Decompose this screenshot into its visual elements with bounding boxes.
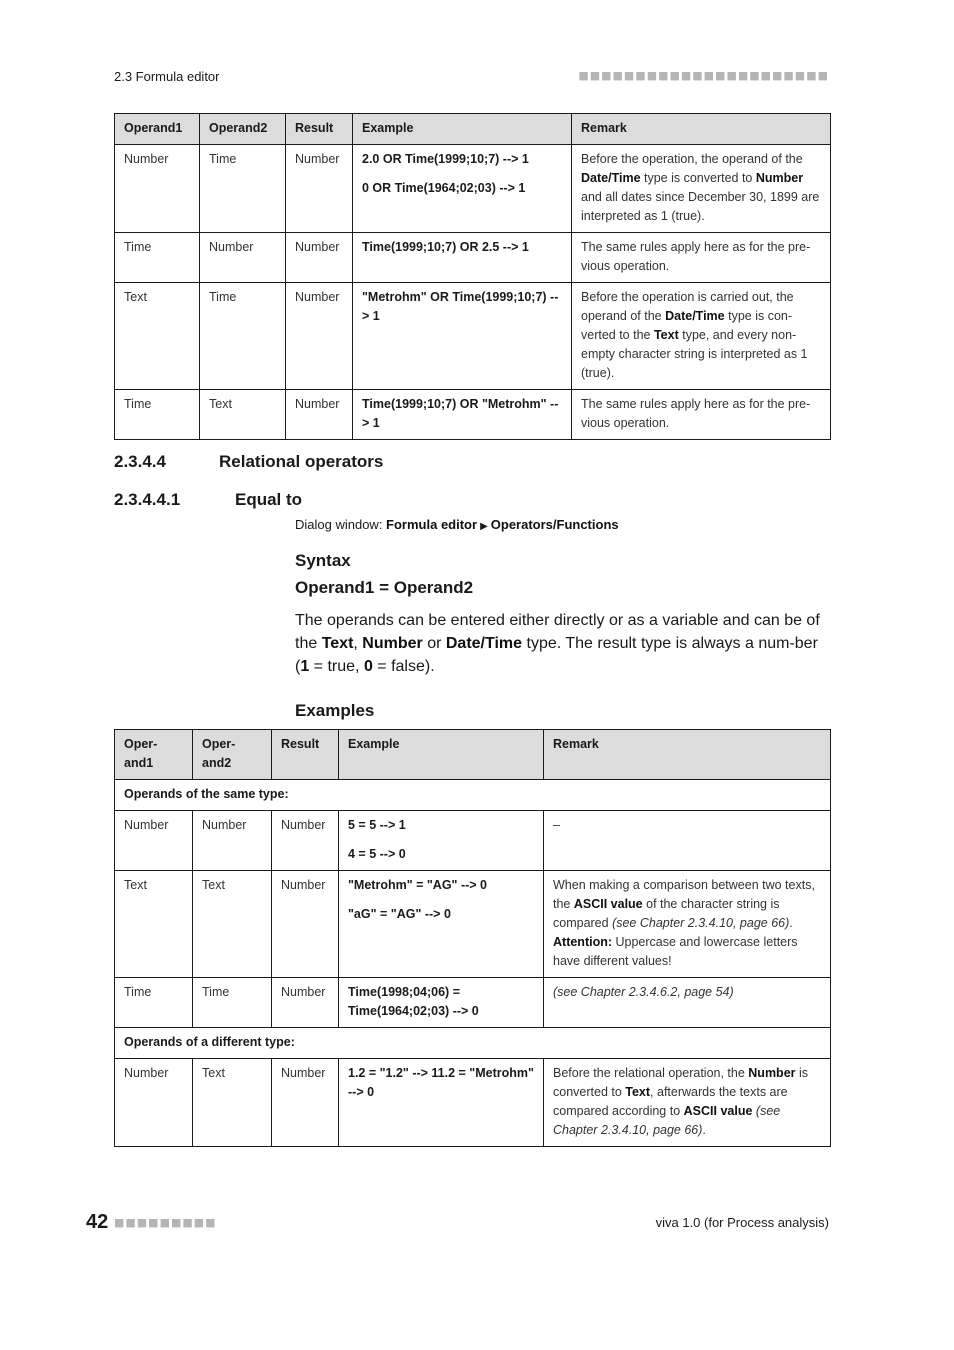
bold-text: Date/Time — [581, 171, 641, 185]
cell-example — [339, 978, 544, 1028]
example-expression: "Metrohm" = "AG" --> 0 — [348, 878, 488, 892]
column-header-remark: Remark — [572, 114, 831, 145]
text-run: , afterwards the texts are compared according to — [553, 1085, 788, 1118]
dialog-prefix: Dialog window: — [295, 517, 387, 532]
cell-result: Number — [272, 871, 339, 978]
cell-operand1: Number — [115, 811, 193, 871]
cell-operand2: Text — [193, 871, 272, 978]
column-header-example: Example — [339, 730, 544, 780]
text-run: = false). — [372, 658, 435, 675]
text-run: type. The result type is always a num-ber ( — [295, 635, 818, 675]
cell-remark — [572, 233, 831, 283]
column-header-operand2: Oper-and2 — [193, 730, 272, 780]
cell-remark — [572, 390, 831, 440]
column-header-operand1: Oper-and1 — [115, 730, 193, 780]
text-run: – — [553, 818, 560, 832]
bold-text: Attention: — [553, 935, 613, 949]
text-run: , — [353, 635, 363, 652]
table-row — [115, 871, 831, 978]
table-header-row — [115, 730, 831, 780]
column-header-remark: Remark — [544, 730, 831, 780]
footer-decorative-dots: ■■■■■■■■■ — [114, 1216, 217, 1229]
bold-text: Text — [625, 1085, 651, 1099]
bold-text: Text — [321, 635, 354, 652]
text-run: type is con-verted to the — [581, 309, 793, 342]
dialog-window-path — [295, 517, 619, 532]
text-run: is converted to — [553, 1066, 809, 1099]
operands-description — [295, 609, 830, 678]
cell-result: Number — [286, 390, 353, 440]
group-label: Operands of a different type: — [115, 1028, 831, 1059]
group-label: Operands of the same type: — [115, 780, 831, 811]
column-header-example: Example — [353, 114, 572, 145]
text-run: and all dates since December 30, 1899 are interpreted as 1 (true). — [581, 190, 820, 223]
text-run: of the character string is compared — [553, 897, 780, 930]
example-expression: "Metrohm" OR Time(1999;10;7) --> 1 — [362, 290, 559, 323]
text-run: Before the operation is carried out, the operand of the — [581, 290, 794, 323]
section-number: 2.3.4.4 — [114, 452, 166, 471]
cell-example — [353, 283, 572, 390]
section-heading-relational-operators — [114, 452, 383, 472]
cell-operand1: Time — [115, 978, 193, 1028]
table-row — [115, 811, 831, 871]
example-expression: 5 = 5 --> 1 — [348, 818, 406, 832]
cell-remark — [544, 811, 831, 871]
table-row — [115, 978, 831, 1028]
cell-remark — [572, 283, 831, 390]
bold-text: 1 — [300, 658, 310, 675]
text-run: Before the relational operation, the — [553, 1066, 749, 1080]
table-row — [115, 283, 831, 390]
cell-operand1: Time — [115, 233, 200, 283]
cell-example — [339, 871, 544, 978]
text-run: When making a comparison between two texts, the — [553, 878, 815, 911]
cell-result: Number — [286, 233, 353, 283]
column-header-operand2: Operand2 — [200, 114, 286, 145]
text-run: The same rules apply here as for the pre-vious operation. — [581, 240, 811, 273]
table-group-row — [115, 1028, 831, 1059]
table-group-row — [115, 780, 831, 811]
bold-text: ASCII value — [683, 1104, 753, 1118]
cell-remark — [544, 871, 831, 978]
cell-operand2: Time — [200, 145, 286, 233]
cell-example — [339, 811, 544, 871]
text-run: or — [422, 635, 446, 652]
text-run: The same rules apply here as for the pre-vious operation. — [581, 397, 811, 430]
cell-result: Number — [272, 811, 339, 871]
bold-text: Date/Time — [445, 635, 523, 652]
column-header-result: Result — [286, 114, 353, 145]
cell-operand2: Number — [193, 811, 272, 871]
cell-result: Number — [286, 145, 353, 233]
cell-operand2: Number — [200, 233, 286, 283]
header-decorative-dots: ■■■■■■■■■■■■■■■■■■■■■■ — [578, 69, 829, 82]
subsection-number: 2.3.4.4.1 — [114, 490, 181, 509]
cell-result: Number — [286, 283, 353, 390]
page-number: 42 — [86, 1211, 109, 1233]
example-expression: 2.0 OR Time(1999;10;7) --> 1 — [362, 152, 529, 166]
equal-to-examples-table — [114, 729, 831, 1147]
text-run: . — [789, 916, 793, 930]
italic-reference: (see Chapter 2.3.4.6.2, page 54) — [553, 985, 734, 999]
cell-operand1: Time — [115, 390, 200, 440]
example-expression: "aG" = "AG" --> 0 — [348, 907, 451, 921]
or-operator-table — [114, 113, 831, 440]
column-header-operand1: Operand1 — [115, 114, 200, 145]
example-expression: 0 OR Time(1964;02;03) --> 1 — [362, 181, 526, 195]
bold-text: Number — [362, 635, 423, 652]
cell-result: Number — [272, 1059, 339, 1147]
bold-text: 0 — [363, 658, 373, 675]
table-row — [115, 145, 831, 233]
footer-product-name: viva 1.0 (for Process analysis) — [655, 1215, 829, 1230]
dialog-path-operators-functions: Operators/Functions — [490, 517, 619, 532]
text-run: The operands can be entered either directly or as a variable and can be of the — [295, 612, 820, 652]
subsection-title: Equal to — [235, 490, 303, 509]
bold-text: Date/Time — [665, 309, 725, 323]
cell-operand2: Text — [200, 390, 286, 440]
running-header-section: 2.3 Formula editor — [114, 69, 220, 84]
text-run: type is converted to — [640, 171, 756, 185]
bold-text: ASCII value — [573, 897, 643, 911]
triangle-right-icon: ▶ — [480, 521, 488, 532]
cell-operand1: Text — [115, 871, 193, 978]
example-expression: 1.2 = "1.2" --> 11.2 = "Metrohm" --> 0 — [348, 1066, 534, 1099]
cell-operand1: Number — [115, 145, 200, 233]
table-row — [115, 390, 831, 440]
syntax-formula: Operand1 = Operand2 — [295, 578, 474, 597]
cell-remark — [544, 1059, 831, 1147]
dialog-path-formula-editor: Formula editor — [386, 517, 478, 532]
italic-reference: (see Chapter 2.3.4.10, page 66) — [553, 1104, 781, 1137]
text-run: type, and every non-empty character string is interpreted as 1 (true). — [581, 328, 808, 380]
bold-text: Number — [755, 171, 804, 185]
table-row — [115, 1059, 831, 1147]
example-expression: Time(1999;10;7) OR 2.5 --> 1 — [362, 240, 529, 254]
cell-result: Number — [272, 978, 339, 1028]
cell-example — [353, 390, 572, 440]
cell-operand2: Time — [193, 978, 272, 1028]
cell-operand2: Text — [193, 1059, 272, 1147]
cell-operand2: Time — [200, 283, 286, 390]
text-run: Uppercase and lowercase letters have different values! — [553, 935, 798, 968]
column-header-result: Result — [272, 730, 339, 780]
cell-remark — [572, 145, 831, 233]
cell-operand1: Text — [115, 283, 200, 390]
bold-text: Text — [653, 328, 679, 342]
bold-text: Number — [748, 1066, 796, 1080]
examples-heading: Examples — [295, 701, 375, 720]
cell-example — [353, 233, 572, 283]
example-expression: Time(1998;04;06) = Time(1964;02;03) --> 0 — [348, 985, 479, 1018]
subsection-heading-equal-to — [114, 490, 302, 510]
text-run: Before the operation, the operand of the — [581, 152, 803, 166]
table-header-row — [115, 114, 831, 145]
cell-remark — [544, 978, 831, 1028]
cell-operand1: Number — [115, 1059, 193, 1147]
syntax-heading: Syntax — [295, 551, 351, 570]
section-title: Relational operators — [219, 452, 384, 471]
text-run: = true, — [309, 658, 364, 675]
table-row — [115, 233, 831, 283]
cell-example — [339, 1059, 544, 1147]
example-expression: Time(1999;10;7) OR "Metrohm" --> 1 — [362, 397, 559, 430]
example-expression: 4 = 5 --> 0 — [348, 847, 406, 861]
cell-example — [353, 145, 572, 233]
italic-reference: (see Chapter 2.3.4.10, page 66) — [612, 916, 790, 930]
text-run: . — [702, 1123, 706, 1137]
